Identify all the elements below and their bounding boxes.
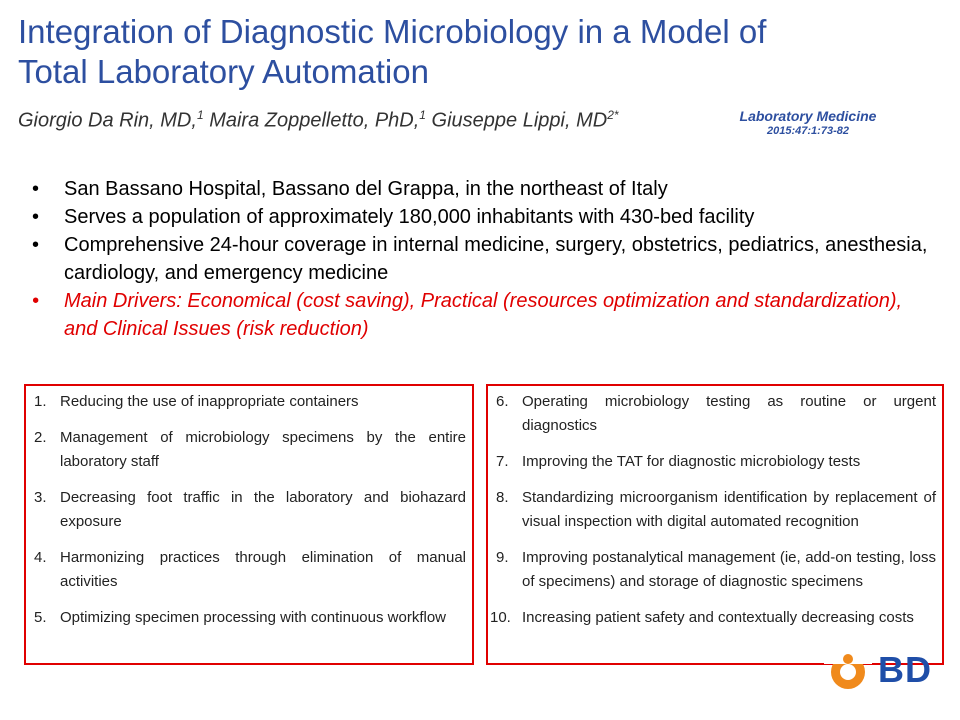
objective-item [32, 426, 466, 474]
objective-item [494, 546, 936, 594]
objectives-list [490, 390, 936, 630]
bd-logo-icon [824, 650, 872, 690]
objective-text: Harmonizing practices through elimination of manual activities [60, 549, 466, 590]
objectives-list [32, 390, 466, 630]
objective-number: 2. [34, 429, 47, 446]
bullet-icon: • [32, 206, 40, 228]
objective-number: 10. [490, 609, 511, 626]
author-affiliation: 1 [419, 108, 426, 122]
author-name: Giorgio Da Rin, MD, [18, 109, 197, 132]
journal-citation: 2015:47:1:73-82 [767, 125, 849, 137]
objective-text: Management of microbiology specimens by the entire laboratory staff [60, 429, 466, 470]
bullet-item [28, 203, 928, 231]
bullet-icon: • [32, 234, 40, 256]
objective-text: Standardizing microorganism identification by replacement of visual inspection with digital automated recognition [522, 489, 936, 530]
bullet-icon: • [32, 290, 40, 312]
bd-logo [824, 650, 944, 690]
author-name: Giuseppe Lippi, MD [431, 109, 608, 132]
objective-text: Improving postanalytical management (ie, add-on testing, loss of specimens) and storage of diagnostic specimens [522, 549, 936, 590]
objective-item [494, 486, 936, 534]
objectives-box-left [24, 384, 474, 665]
bullet-item [28, 231, 928, 287]
bd-logo-text: BD [878, 649, 932, 690]
bullet-text: San Bassano Hospital, Bassano del Grappa, in the northeast of Italy [64, 178, 668, 200]
objective-item [32, 486, 466, 534]
author-affiliation: 2* [607, 108, 619, 122]
bullet-text: Serves a population of approximately 180,000 inhabitants with 430-bed facility [64, 206, 755, 228]
objective-text: Operating microbiology testing as routine or urgent diagnostics [522, 393, 936, 434]
bullet-text: Main Drivers: Economical (cost saving), Practical (resources optimization and standardization), and Clinical Issues (risk reduction) [64, 290, 903, 340]
objective-item [494, 390, 936, 438]
objective-number: 8. [496, 489, 509, 506]
objective-number: 7. [496, 453, 509, 470]
objective-text: Increasing patient safety and contextually decreasing costs [522, 609, 914, 626]
bullet-item-highlight [28, 287, 928, 343]
objective-item [490, 606, 936, 630]
objective-number: 1. [34, 393, 47, 410]
slide-title: Integration of Diagnostic Microbiology in a Model of Total Laboratory Automation [18, 13, 767, 90]
bullet-text: Comprehensive 24-hour coverage in internal medicine, surgery, obstetrics, pediatrics, anesthesia, cardiology, and emergency medicine [64, 234, 928, 284]
bullet-icon: • [32, 178, 40, 200]
objective-text: Optimizing specimen processing with continuous workflow [60, 609, 447, 626]
journal-reference [718, 108, 898, 137]
objective-text: Decreasing foot traffic in the laboratory and biohazard exposure [60, 489, 466, 530]
objective-item [494, 450, 936, 474]
objective-number: 9. [496, 549, 509, 566]
objective-number: 3. [34, 489, 47, 506]
bullet-list [28, 175, 928, 343]
author-name: Maira Zoppelletto, PhD, [209, 109, 420, 132]
journal-name: Laboratory Medicine [739, 108, 877, 124]
objectives-box-right [486, 384, 944, 665]
author-affiliation: 1 [196, 108, 204, 122]
objective-number: 4. [34, 549, 47, 566]
objective-number: 6. [496, 393, 509, 410]
objective-text: Improving the TAT for diagnostic microbiology tests [522, 453, 861, 470]
bullet-item [28, 175, 928, 203]
objective-item [32, 390, 466, 414]
objective-item [32, 546, 466, 594]
objective-item [32, 606, 466, 630]
author-list [18, 108, 619, 133]
objective-text: Reducing the use of inappropriate containers [60, 393, 359, 410]
objective-number: 5. [34, 609, 47, 626]
